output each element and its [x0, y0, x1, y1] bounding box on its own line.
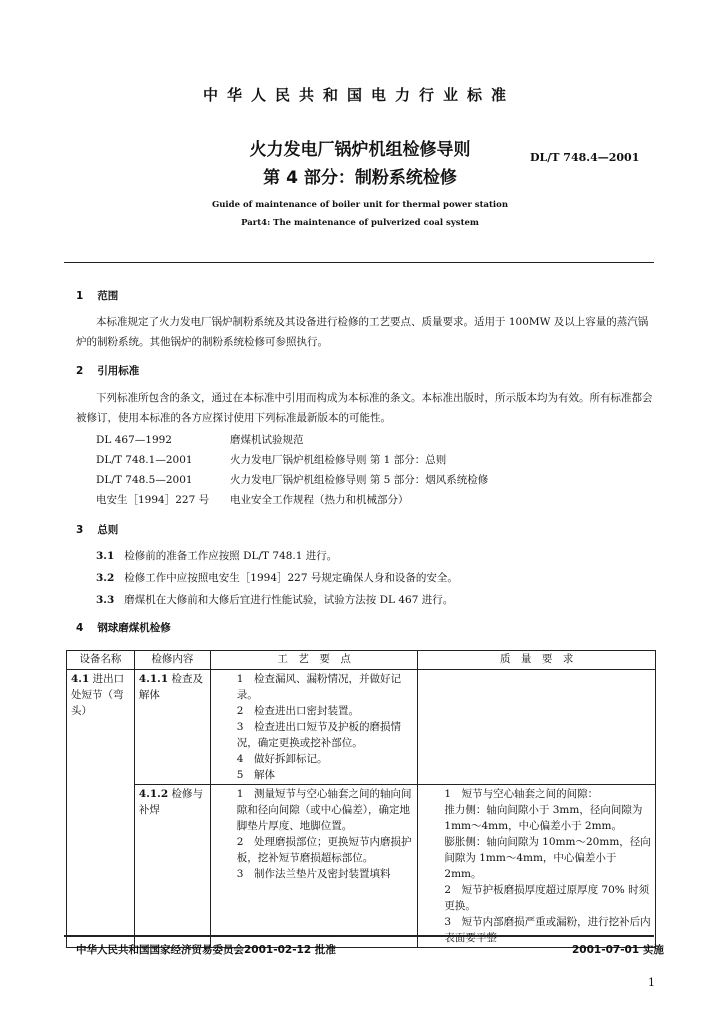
header-process: 工 艺 要 点 — [210, 651, 418, 670]
section-number: 2 — [76, 365, 84, 377]
quality-requirement: 1 短节与空心轴套之间的间隙： — [444, 788, 599, 800]
section-1-text: 本标准规定了火力发电厂锅炉制粉系统及其设备进行检修的工艺要点、质量要求。适用于 100MW 及以上容量的蒸汽锅炉的制粉系统。其他锅炉的制粉系统检修可参照执行。 — [76, 316, 649, 348]
reference-title: 火力发电厂锅炉机组检修导则 第 1 部分：总则 — [230, 454, 447, 466]
industry-standard-heading: 中华人民共和国电力行业标准 — [202, 86, 515, 104]
footer-divider — [64, 935, 654, 937]
clause-text: 检修工作中应按照电安生［1994］227 号规定确保人身和设备的安全。 — [124, 572, 458, 584]
reference-item — [96, 492, 409, 507]
reference-code: DL/T 748.1—2001 — [96, 454, 193, 466]
process-cell — [210, 670, 418, 785]
standard-code: DL/T 748.4—2001 — [530, 151, 640, 164]
clause-number: 3.1 — [96, 550, 115, 562]
section-4-heading — [76, 620, 171, 635]
section-2-text: 下列标准所包含的条文，通过在本标准中引用而构成为本标准的条文。本标准出版时，所示版本均为有效。所有标准都会被修订，使用本标准的各方应探讨使用下列标准最新版本的可能性。 — [76, 392, 653, 424]
table-row — [67, 670, 656, 785]
section-number: 3 — [76, 524, 84, 536]
process-step: 3 制作法兰垫片及密封装置填料 — [236, 868, 391, 880]
content-text: 检查及解体 — [138, 673, 203, 701]
reference-code: DL 467—1992 — [96, 434, 172, 446]
clause-number: 3.2 — [96, 572, 115, 584]
quality-requirement: 推力侧：轴向间隙小于 3mm，径向间隙为 1mm～4mm，中心偏差小于 2mm。 — [444, 804, 643, 832]
equipment-cell — [67, 670, 135, 948]
equipment-name: 进出口处短节（弯头） — [71, 673, 125, 717]
quality-cell — [418, 670, 656, 785]
reference-code: 电安生［1994］227 号 — [96, 494, 210, 506]
quality-requirement: 3 短节内部磨损严重或漏粉，进行挖补后内表面要平整 — [444, 916, 651, 944]
process-step: 2 检查进出口密封装置。 — [236, 705, 359, 717]
implementation-date: 2001-07-01 实施 — [572, 944, 664, 956]
approval-note: 中华人民共和国国家经济贸易委员会2001-02-12 批准 — [76, 944, 336, 956]
quality-requirement: 2 短节护板磨损厚度超过原厚度 70% 时须更换。 — [444, 884, 650, 912]
content-text: 检修与补焊 — [138, 788, 203, 816]
clause-text: 检修前的准备工作应按照 DL/T 748.1 进行。 — [124, 550, 338, 562]
reference-item — [96, 472, 488, 487]
content-number: 4.1.2 — [138, 788, 169, 800]
section-title: 总则 — [97, 524, 119, 536]
quality-cell — [418, 785, 656, 948]
reference-title: 磨煤机试验规范 — [230, 434, 304, 446]
process-step: 3 检查进出口短节及护板的磨损情况，确定更换或挖补部位。 — [236, 721, 401, 749]
header-content: 检修内容 — [134, 651, 210, 670]
process-step: 2 处理磨损部位；更换短节内磨损护板，挖补短节磨损超标部位。 — [236, 836, 412, 864]
section-3-heading — [76, 522, 118, 537]
process-step: 1 测量短节与空心轴套之间的轴向间隙和径向间隙（或中心偏差），确定地脚垫片厚度、地脚位置。 — [236, 788, 412, 832]
content-number: 4.1.1 — [138, 673, 169, 685]
clause-item — [96, 592, 453, 607]
header-divider — [64, 262, 654, 263]
document-title — [180, 136, 540, 192]
table-row — [67, 785, 656, 948]
section-2-heading — [76, 363, 139, 378]
equipment-number: 4.1 — [71, 673, 90, 685]
clause-item — [96, 570, 458, 585]
section-title: 范围 — [97, 290, 119, 302]
clause-text: 磨煤机在大修前和大修后宜进行性能试验，试验方法按 DL 467 进行。 — [124, 594, 454, 606]
section-1-heading — [76, 288, 118, 303]
clause-item — [96, 548, 337, 563]
reference-code: DL/T 748.5—2001 — [96, 474, 193, 486]
content-cell — [134, 670, 210, 785]
content-cell — [134, 785, 210, 948]
header-equipment: 设备名称 — [67, 651, 135, 670]
header-quality: 质 量 要 求 — [418, 651, 656, 670]
section-title: 引用标准 — [97, 365, 140, 377]
reference-item — [96, 432, 304, 447]
reference-title: 电业安全工作规程（热力和机械部分） — [230, 494, 409, 506]
process-cell — [210, 785, 418, 948]
english-title-line-2: Part4: The maintenance of pulverized coal system — [241, 218, 479, 228]
process-step: 5 解体 — [236, 769, 275, 781]
maintenance-table — [66, 650, 656, 948]
reference-item — [96, 452, 446, 467]
table-header-row — [67, 651, 656, 670]
section-number: 1 — [76, 290, 84, 302]
clause-number: 3.3 — [96, 594, 115, 606]
title-line-1: 火力发电厂锅炉机组检修导则 — [249, 140, 471, 160]
quality-requirement: 膨胀侧：轴向间隙为 10mm～20mm，径向间隙为 1mm～4mm，中心偏差小于 2mm。 — [444, 836, 651, 880]
page-number: 1 — [648, 976, 655, 989]
process-step: 1 检查漏风、漏粉情况，并做好记录。 — [236, 673, 401, 701]
english-title-line-1: Guide of maintenance of boiler unit for thermal power station — [211, 200, 509, 210]
section-number: 4 — [76, 622, 84, 634]
section-title: 钢球磨煤机检修 — [97, 622, 171, 634]
title-line-2: 第 4 部分：制粉系统检修 — [263, 168, 457, 188]
reference-title: 火力发电厂锅炉机组检修导则 第 5 部分：烟风系统检修 — [230, 474, 489, 486]
process-step: 4 做好拆卸标记。 — [236, 753, 328, 765]
